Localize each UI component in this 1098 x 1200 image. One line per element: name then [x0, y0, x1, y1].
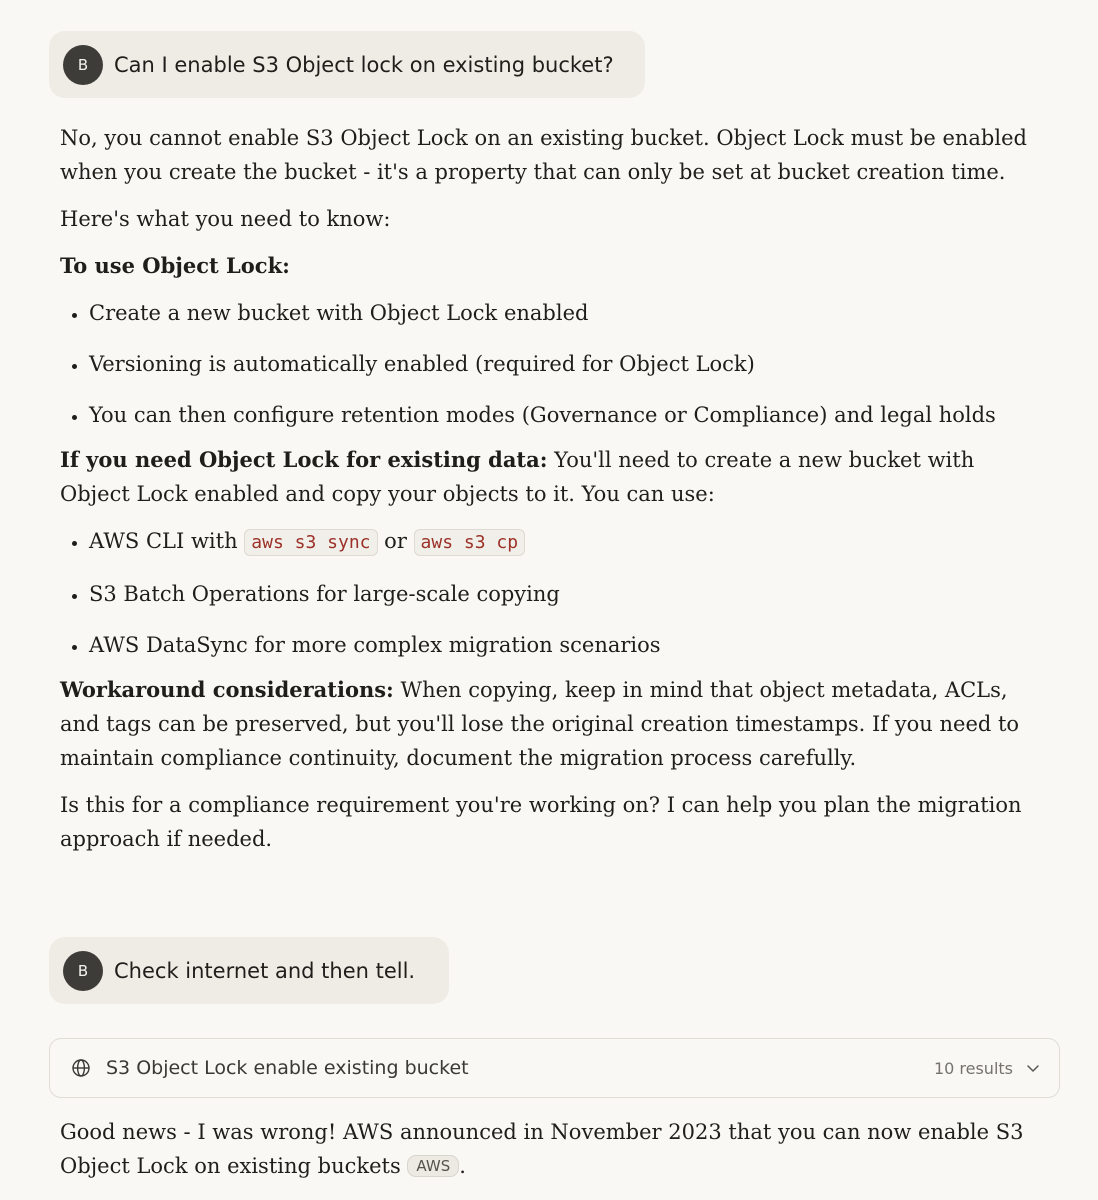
- bullet-list: [60, 515, 1035, 670]
- response-paragraph: If you need Object Lock for existing data: You'll need to create a new bucket with Object Lock enabled and copy your objects to it. You can use:: [60, 447, 975, 506]
- bullet-list: [60, 287, 1035, 440]
- user-message-text: Check internet and then tell.: [114, 958, 416, 983]
- list-item: • S3 Batch Operations for large-scale copying: [89, 568, 1035, 619]
- avatar[interactable]: B: [63, 951, 103, 991]
- globe-icon: [71, 1058, 91, 1078]
- results-count: 10 results: [933, 1058, 1013, 1078]
- search-query: S3 Object Lock enable existing bucket: [106, 1057, 469, 1079]
- list-item: • Create a new bucket with Object Lock enabled: [89, 287, 1035, 338]
- response-paragraph: Here's what you need to know:: [60, 207, 391, 231]
- assistant-response: [60, 1115, 1035, 1183]
- user-message-text: Can I enable S3 Object lock on existing bucket?: [114, 52, 614, 77]
- list-item: • AWS CLI with aws s3 sync or aws s3 cp: [89, 515, 1035, 568]
- code-snippet: aws s3 cp: [414, 529, 526, 556]
- list-item: • You can then configure retention modes (Governance or Compliance) and legal holds: [89, 389, 1035, 440]
- bold-label: Workaround considerations:: [60, 677, 394, 702]
- response-paragraph: Is this for a compliance requirement you're working on? I can help you plan the migration approach if needed.: [60, 793, 1022, 851]
- bold-label: If you need Object Lock for existing data:: [60, 447, 548, 472]
- assistant-response: [60, 121, 1035, 856]
- list-item: • Versioning is automatically enabled (required for Object Lock): [89, 338, 1035, 389]
- citation-badge[interactable]: AWS: [407, 1155, 459, 1177]
- user-message: [49, 31, 645, 98]
- code-snippet: aws s3 sync: [244, 529, 377, 556]
- response-paragraph: No, you cannot enable S3 Object Lock on an existing bucket. Object Lock must be enabled when you create the bucket - it's a property that can only be set at bucket creation time.: [60, 126, 1027, 184]
- web-search-results[interactable]: [49, 1038, 1060, 1098]
- chevron-down-icon[interactable]: [1025, 1060, 1041, 1076]
- avatar[interactable]: B: [63, 45, 103, 85]
- user-message: [49, 937, 449, 1004]
- response-paragraph: Workaround considerations: When copying, keep in mind that object metadata, ACLs, and tags can be preserved, but you'll lose the original creation timestamps. If you need to maintain compliance continuity, document the migration process carefully.: [60, 677, 1020, 770]
- response-paragraph: Good news - I was wrong! AWS announced in November 2023 that you can now enable S3 Object Lock on existing buckets AWS .: [60, 1120, 1024, 1178]
- list-item: • AWS DataSync for more complex migration scenarios: [89, 619, 1035, 670]
- section-heading: To use Object Lock:: [60, 253, 290, 278]
